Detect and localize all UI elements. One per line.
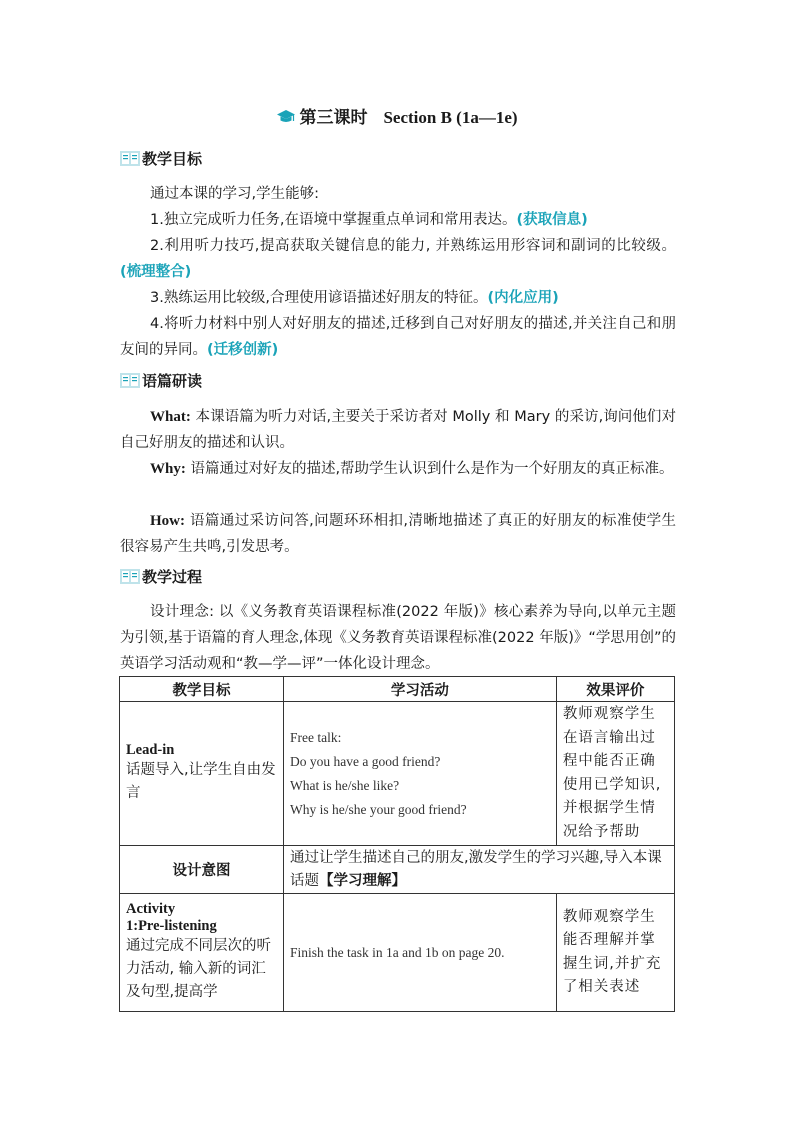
heading-process-text: 教学过程 bbox=[142, 568, 203, 586]
goal-tag: (梳理整合) bbox=[120, 264, 192, 280]
section-label: Section B (1a—1e) bbox=[383, 108, 518, 127]
activity1-goal-cell bbox=[120, 894, 284, 1012]
intent-cell bbox=[284, 846, 675, 894]
goal-item-2 bbox=[120, 233, 676, 285]
leadin-goal-cell bbox=[120, 702, 284, 846]
why-label: Why: bbox=[150, 461, 186, 477]
goal-text: 2.利用听力技巧,提高获取关键信息的能力, 并熟练运用形容词和副词的比较级。 bbox=[150, 238, 676, 254]
table-header-row bbox=[120, 677, 675, 702]
goal-text: 4.将听力材料中别人对好朋友的描述,迁移到自己对好朋友的描述,并关注自己和朋友间的异同。 bbox=[120, 316, 676, 358]
activity-line: Why is he/she your good friend? bbox=[290, 801, 467, 817]
book-icon bbox=[120, 567, 140, 585]
leadin-evaluation-cell: 教师观察学生在语言输出过程中能否正确使用已学知识,并根据学生情况给予帮助 bbox=[556, 702, 674, 846]
goal-text: 1.独立完成听力任务,在语境中掌握重点单词和常用表达。 bbox=[150, 212, 517, 228]
goal-item-1 bbox=[120, 207, 676, 233]
header-activity: 学习活动 bbox=[284, 677, 557, 702]
book-icon bbox=[120, 149, 140, 167]
intent-text: 通过让学生描述自己的朋友,激发学生的学习兴趣,导入本课话题 bbox=[290, 849, 662, 889]
what-label: What: bbox=[150, 409, 191, 425]
goals-intro: 通过本课的学习,学生能够: bbox=[150, 186, 319, 202]
header-goal: 教学目标 bbox=[120, 677, 284, 702]
design-philosophy: 设计理念: 以《义务教育英语课程标准(2022 年版)》核心素养为导向,以单元主题为引领,基于语篇的育人理念,体现《义务教育英语课程标准(2022 年版)》“学思用创”的英语学习活动观和“教—学—评”一体化设计理念。 bbox=[120, 604, 676, 672]
table-row bbox=[120, 846, 675, 894]
goal-tag: (内化应用) bbox=[487, 290, 559, 306]
activity1-subtitle: 1:Pre-listening bbox=[126, 918, 217, 934]
goal-item-3 bbox=[120, 285, 676, 311]
leadin-goal-text: 话题导入,让学生自由发言 bbox=[126, 762, 276, 801]
activity-line: Do you have a good friend? bbox=[290, 753, 441, 769]
goal-text: 3.熟练运用比较级,合理使用谚语描述好朋友的特征。 bbox=[150, 290, 488, 306]
teaching-table bbox=[119, 676, 675, 1012]
why-text: 语篇通过对好友的描述,帮助学生认识到什么是作为一个好朋友的真正标准。 bbox=[185, 461, 674, 477]
what-text: 本课语篇为听力对话,主要关于采访者对 Molly 和 Mary 的采访,询问他们对自己好朋友的描述和认识。 bbox=[120, 409, 676, 451]
heading-reading bbox=[120, 370, 202, 392]
goal-tag: (获取信息) bbox=[516, 212, 588, 228]
heading-goals bbox=[120, 148, 202, 170]
activity-line: What is he/she like? bbox=[290, 777, 400, 793]
leadin-activity-cell bbox=[284, 702, 557, 846]
reading-how bbox=[120, 508, 676, 560]
activity1-evaluation-cell: 教师观察学生能否理解并掌握生词,并扩充了相关表述 bbox=[556, 894, 674, 1012]
intent-label: 设计意图 bbox=[120, 846, 284, 894]
graduation-cap-icon bbox=[276, 109, 296, 125]
activity1-goal-text: 通过完成不同层次的听力活动, 输入新的词汇及句型,提高学 bbox=[126, 938, 271, 1000]
page-title bbox=[0, 106, 794, 130]
how-label: How: bbox=[150, 513, 185, 529]
goal-tag: (迁移创新) bbox=[207, 342, 279, 358]
book-icon bbox=[120, 371, 140, 389]
reading-what bbox=[120, 404, 676, 456]
activity1-title: Activity bbox=[126, 901, 176, 917]
activity1-activity-cell: Finish the task in 1a and 1b on page 20. bbox=[284, 894, 557, 1012]
heading-reading-text: 语篇研读 bbox=[142, 372, 203, 390]
goal-item-4 bbox=[120, 311, 676, 363]
reading-why bbox=[120, 456, 676, 482]
lesson-label: 第三课时 bbox=[299, 108, 368, 128]
header-evaluation: 效果评价 bbox=[556, 677, 674, 702]
leadin-title: Lead-in bbox=[126, 742, 175, 758]
intent-tag: 【学习理解】 bbox=[319, 872, 407, 889]
heading-goals-text: 教学目标 bbox=[142, 150, 203, 168]
table-row bbox=[120, 702, 675, 846]
table-row bbox=[120, 894, 675, 1012]
how-text: 语篇通过采访问答,问题环环相扣,清晰地描述了真正的好朋友的标准使学生很容易产生共鸣,引发思考。 bbox=[120, 513, 676, 555]
heading-process bbox=[120, 566, 202, 588]
activity-line: Free talk: bbox=[290, 729, 342, 745]
